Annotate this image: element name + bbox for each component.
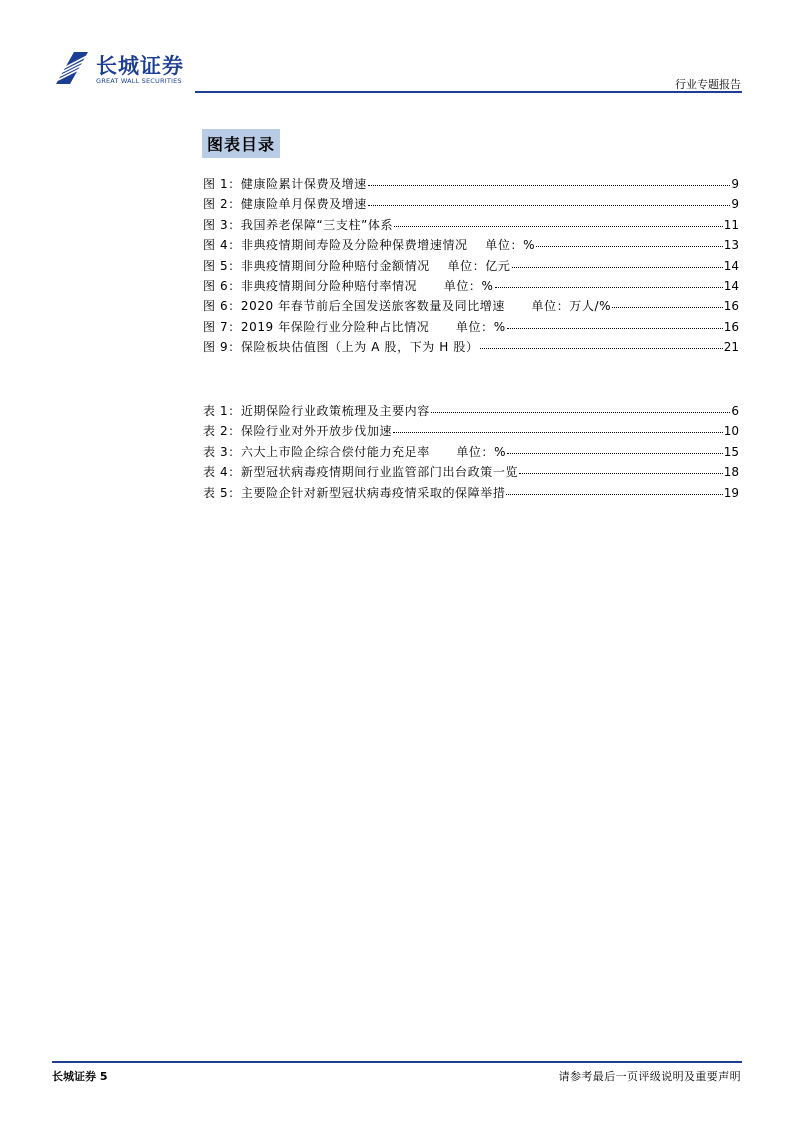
footer-page-number: 长城证券 5	[52, 1070, 108, 1083]
toc-entry-label: 图 2：健康险单月保费及增速	[203, 197, 367, 212]
toc-entry[interactable]	[203, 216, 739, 236]
toc-entry-label: 表 4：新型冠状病毒疫情期间行业监管部门出台政策一览	[203, 465, 519, 480]
toc-entry-label: 图 1：健康险累计保费及增速	[203, 177, 367, 191]
toc-entry[interactable]	[203, 236, 739, 256]
toc-entry[interactable]	[203, 195, 739, 215]
toc-entry[interactable]	[203, 297, 739, 317]
table-list	[203, 402, 739, 504]
toc-entry-label: 图 5：非典疫情期间分险种赔付金额情况 单位：亿元	[203, 258, 511, 273]
toc-dot-leader	[519, 473, 723, 474]
toc-dot-leader	[393, 432, 723, 433]
toc-page-number: 15	[723, 444, 739, 459]
toc-entry[interactable]	[203, 257, 739, 277]
toc-dot-leader	[507, 328, 723, 329]
toc-dot-leader	[507, 453, 723, 454]
toc-dot-leader	[512, 267, 723, 268]
toc-dot-leader	[506, 494, 722, 495]
toc-page-number: 11	[723, 217, 739, 232]
toc-page-number: 14	[723, 278, 739, 293]
toc-dot-leader	[612, 307, 723, 308]
brand-name-cn: 长城证券	[96, 54, 184, 78]
toc-page-number: 6	[731, 404, 739, 418]
toc-entry[interactable]	[203, 443, 739, 463]
toc-page-number: 18	[723, 465, 739, 480]
toc-dot-leader	[536, 246, 723, 247]
toc-entry[interactable]	[203, 175, 739, 195]
toc-entry-label: 图 3：我国养老保障“三支柱”体系	[203, 217, 394, 232]
toc-page-number: 14	[723, 258, 739, 273]
toc-page-number: 19	[723, 485, 739, 500]
page-header	[0, 0, 793, 100]
toc-entry-label: 图 6：非典疫情期间分险种赔付率情况 单位：%	[203, 278, 494, 293]
toc-title: 图表目录	[202, 129, 280, 158]
great-wall-logo-icon	[52, 50, 92, 86]
toc-entry-label: 表 3：六大上市险企综合偿付能力充足率 单位：%	[203, 444, 507, 459]
toc-entry-label: 表 2：保险行业对外开放步伐加速	[203, 424, 393, 439]
toc-page-number: 13	[723, 238, 739, 253]
brand-name-en: GREAT WALL SECURITIES	[96, 77, 182, 85]
toc-entry[interactable]	[203, 463, 739, 483]
footer-disclaimer: 请参考最后一页评级说明及重要声明	[558, 1070, 741, 1083]
toc-entry[interactable]	[203, 277, 739, 297]
toc-entry-label: 图 6：2020 年春节前后全国发送旅客数量及同比增速 单位：万人/%	[203, 299, 612, 314]
toc-dot-leader	[431, 412, 731, 413]
toc-entry-label: 表 1：近期保险行业政策梳理及主要内容	[203, 404, 430, 418]
toc-entry[interactable]	[203, 338, 739, 358]
toc-entry[interactable]	[203, 422, 739, 442]
footer-divider	[52, 1061, 742, 1063]
toc-entry-label: 表 5：主要险企针对新型冠状病毒疫情采取的保障举措	[203, 485, 506, 500]
brand-logo	[52, 50, 192, 90]
toc-entry-label: 图 7：2019 年保险行业分险种占比情况 单位：%	[203, 319, 506, 334]
toc-page-number: 16	[723, 299, 739, 314]
toc-page-number: 10	[723, 424, 739, 439]
toc-page-number: 9	[731, 177, 739, 191]
toc-dot-leader	[368, 185, 731, 186]
toc-page-number: 21	[723, 340, 739, 355]
toc-dot-leader	[394, 226, 723, 227]
header-divider	[195, 91, 742, 93]
toc-entry-label: 图 9：保险板块估值图（上为 A 股，下为 H 股）	[203, 340, 479, 355]
toc-entry[interactable]	[203, 484, 739, 504]
toc-dot-leader	[368, 205, 731, 206]
figure-list	[203, 175, 739, 359]
toc-page-number: 16	[723, 319, 739, 334]
toc-dot-leader	[495, 287, 723, 288]
report-type: 行业专题报告	[675, 78, 741, 91]
toc-dot-leader	[480, 348, 723, 349]
toc-entry[interactable]	[203, 402, 739, 422]
toc-entry-label: 图 4：非典疫情期间寿险及分险种保费增速情况 单位：%	[203, 238, 536, 253]
toc-page-number: 9	[731, 197, 739, 212]
toc-entry[interactable]	[203, 318, 739, 338]
